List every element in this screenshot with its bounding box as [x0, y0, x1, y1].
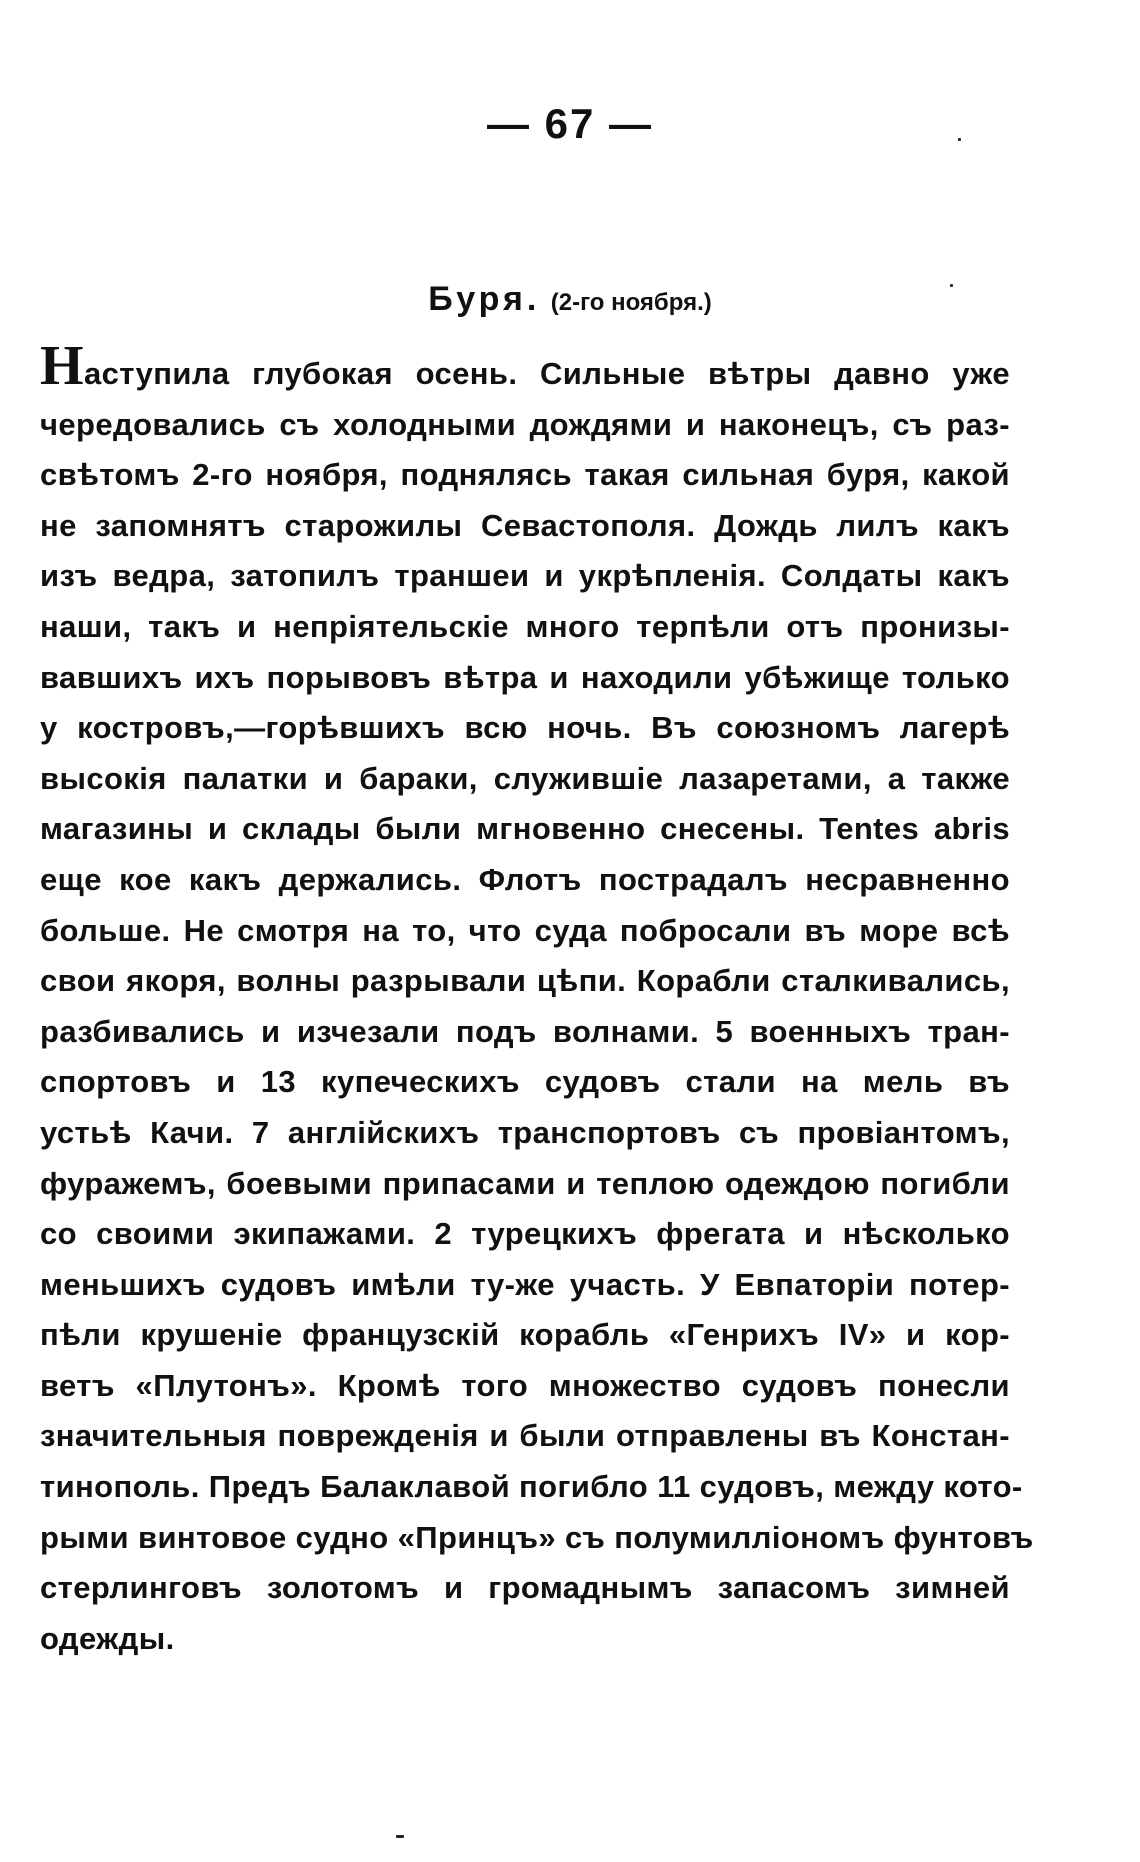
- drop-cap: Н: [40, 335, 84, 397]
- text-line: меньшихъ судовъ имѣли ту-же участь. У Евпаторіи потер-: [40, 1266, 1010, 1302]
- body-paragraph: [40, 335, 1034, 1664]
- text-line: стерлинговъ золотомъ и громаднымъ запасомъ зимней: [40, 1570, 1010, 1606]
- section-heading: [0, 280, 1140, 319]
- text-line: тинополь. Предъ Балаклавой погибло 11 судовъ, между кото-: [40, 1469, 1023, 1505]
- section-title: Буря.: [428, 280, 541, 318]
- text-line: больше. Не смотря на то, что суда побросали въ море всѣ: [40, 912, 1010, 948]
- text-line: устьѣ Качи. 7 англійскихъ транспортовъ съ провіантомъ,: [40, 1114, 1010, 1150]
- text-line: свѣтомъ 2-го ноября, поднялясь такая сильная буря, какой: [40, 457, 1010, 493]
- text-line: чередовались съ холодными дождями и наконецъ, съ раз-: [40, 406, 1010, 442]
- text-line: ветъ «Плутонъ». Кромѣ того множество судовъ понесли: [40, 1367, 1010, 1403]
- text-line: рыми винтовое судно «Принцъ» съ полумилліономъ фунтовъ: [40, 1519, 1034, 1555]
- print-speck: [950, 284, 953, 287]
- section-date: (2-го ноября.): [550, 289, 712, 316]
- text-line: фуражемъ, боевыми припасами и теплою одеждою погибли: [40, 1165, 1010, 1201]
- text-line: еще кое какъ держались. Флотъ пострадалъ несравненно: [40, 861, 1010, 897]
- text-line: вавшихъ ихъ порывовъ вѣтра и находили убѣжище только: [40, 659, 1010, 695]
- text-line: со своими экипажами. 2 турецкихъ фрегата и нѣсколько: [40, 1216, 1010, 1252]
- text-line: у костровъ,—горѣвшихъ всю ночь. Въ союзномъ лагерѣ: [40, 710, 1010, 746]
- print-speck: [958, 138, 961, 141]
- text-line: [40, 335, 1010, 400]
- text-line: магазины и склады были мгновенно снесены. Tentes abris: [40, 811, 1010, 847]
- text-line: разбивались и изчезали подъ волнами. 5 военныхъ тран-: [40, 1013, 1010, 1049]
- text-line: спортовъ и 13 купеческихъ судовъ стали на мель въ: [40, 1064, 1010, 1100]
- text-line-content: аступила глубокая осень. Сильные вѣтры давно уже: [83, 356, 1010, 391]
- text-line: не запомнятъ старожилы Севастополя. Дождь лилъ какъ: [40, 507, 1010, 543]
- print-speck: [396, 1835, 404, 1838]
- text-line: высокія палатки и бараки, служившіе лазаретами, а также: [40, 760, 1010, 796]
- text-line: изъ ведра, затопилъ траншеи и укрѣпленія. Солдаты какъ: [40, 558, 1010, 594]
- page-number: — 67 —: [486, 100, 654, 147]
- text-line: наши, такъ и непріятельскіе много терпѣли отъ пронизы-: [40, 608, 1010, 644]
- text-line: пѣли крушеніе французскій корабль «Генрихъ IV» и кор-: [40, 1317, 1010, 1353]
- text-line: свои якоря, волны разрывали цѣпи. Корабли сталкивались,: [40, 963, 1010, 999]
- text-line: одежды.: [40, 1620, 175, 1656]
- text-line: значительныя поврежденія и были отправлены въ Констан-: [40, 1418, 1010, 1454]
